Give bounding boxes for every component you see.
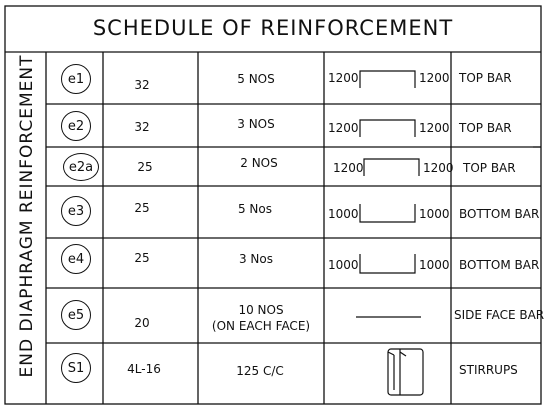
bar-qty: 5 NOS: [237, 72, 275, 86]
bar-qty: 125 C/C: [236, 364, 284, 378]
bar-right-length: 1000: [419, 207, 450, 221]
bar-dia: 32: [134, 120, 150, 134]
bar-left-length: 1000: [328, 258, 359, 272]
bar-qty: 5 Nos: [237, 202, 273, 216]
bar-qty-note: (ON EACH FACE): [211, 319, 311, 333]
bar-mark-e2: e2: [61, 111, 91, 141]
bar-mark-e3: e3: [61, 196, 91, 226]
group-label: END DIAPHRAGM REINFORCEMENT: [17, 54, 37, 378]
bar-left-length: 1000: [328, 207, 359, 221]
bar-dia: 25: [134, 251, 150, 265]
table-title: SCHEDULE OF REINFORCEMENT: [92, 16, 454, 40]
bar-qty: 2 NOS: [240, 156, 278, 170]
bar-mark-e1: e1: [61, 64, 91, 94]
bar-qty: 3 Nos: [238, 252, 274, 266]
bar-description: TOP BAR: [459, 121, 512, 135]
bar-shape-e1: [360, 71, 415, 88]
bar-mark-e2a: e2a: [63, 153, 99, 181]
bar-left-length: 1200: [328, 71, 359, 85]
bar-dia: 4L-16: [127, 362, 161, 376]
bar-left-length: 1200: [328, 121, 359, 135]
bar-shape-e2: [360, 120, 415, 137]
bar-description: BOTTOM BAR: [459, 207, 540, 221]
bar-right-length: 1000: [419, 258, 450, 272]
bar-shape-e4: [360, 254, 415, 273]
bar-dia: 25: [134, 201, 150, 215]
bar-description: SIDE FACE BAR: [454, 308, 545, 322]
bar-description: BOTTOM BAR: [459, 258, 540, 272]
bar-shape-e2a: [364, 159, 419, 176]
bar-description: TOP BAR: [459, 71, 512, 85]
bar-dia: 25: [137, 160, 153, 174]
bar-qty: 10 NOS: [238, 303, 284, 317]
bar-description: STIRRUPS: [459, 363, 518, 377]
bar-left-length: 1200: [333, 161, 364, 175]
bar-mark-e5: e5: [61, 300, 91, 330]
bar-right-length: 1200: [419, 71, 450, 85]
bar-dia: 32: [134, 78, 150, 92]
bar-right-length: 1200: [423, 161, 454, 175]
bar-shape-e3: [360, 204, 415, 222]
bar-right-length: 1200: [419, 121, 450, 135]
bar-dia: 20: [134, 316, 150, 330]
bar-shape-s1: [388, 349, 423, 395]
bar-mark-s1: S1: [61, 353, 91, 383]
bar-mark-e4: e4: [61, 244, 91, 274]
bar-qty: 3 NOS: [237, 117, 275, 131]
bar-description: TOP BAR: [463, 161, 516, 175]
